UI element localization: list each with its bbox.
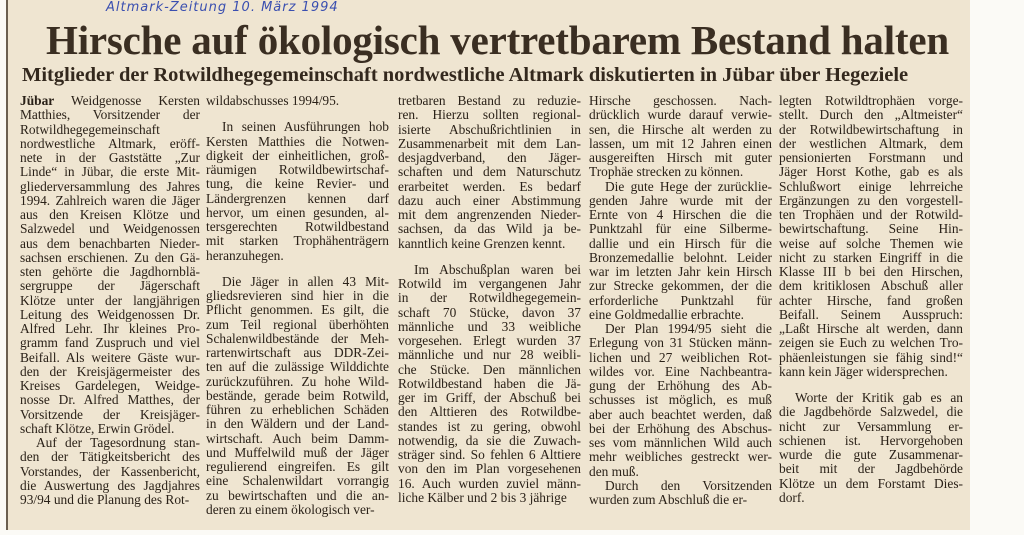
text-line: achter Hirsche, fand großen (779, 292, 963, 308)
text-line: den der Kreisjägermeister des (20, 363, 200, 379)
text-line (20, 94, 200, 108)
text-line: zeigen sie Euch zu welchen Tro- (779, 335, 963, 351)
text-line: tung, die keine Revier- und (206, 176, 389, 192)
text-line: Kersten Matthies die Notwen- (206, 133, 389, 149)
text-line: führen zu erheblichen Schäden (206, 402, 389, 417)
text-line: bei der Erhöhung des Abschus- (589, 420, 772, 436)
text-line: war im letzten Jahr kein Hirsch (589, 264, 772, 279)
text-line: ten Trophäen und der Rotwild- (779, 207, 963, 222)
text-line: stellt. Durch den „Altmeister“ (779, 107, 963, 123)
paragraph (589, 180, 772, 323)
text-line: räumigen Rotwildbewirtschaf- (206, 162, 389, 177)
text-line: vorgesehen. Erlegt wurden 37 (398, 333, 581, 348)
paragraph (589, 322, 772, 479)
article-column-3 (398, 94, 581, 505)
text-line: gliedsrevieren sind hier in die (206, 288, 389, 303)
text-line: Die Jäger in allen 43 Mit- (222, 273, 389, 289)
article-subheadline: Mitglieder der Rotwildhegegemeinschaft nordwestliche Altmark diskutierten in Jübar über Hegeziele (22, 64, 909, 86)
text-line: Beifall. Als weitere Gäste wur- (20, 349, 200, 365)
text-line: die Jagdbehörde Salzwedel, die (779, 404, 963, 420)
text-line: Bronzemedallie belohnt. Leider (589, 249, 772, 265)
text-line: „Laßt Hirsche alt werden, dann (779, 321, 963, 336)
text-line: den muß. (589, 463, 639, 479)
text-line: erforderliche Punktzahl für (589, 292, 772, 308)
text-line: schaft 70 Stücke, davon 37 (398, 304, 581, 320)
text-line: Beifall. Seinem Ausspruch: (779, 306, 963, 322)
text-line: ren. Hierzu sollten regional- (398, 107, 581, 123)
text-line: tretbaren Bestand zu reduzie- (398, 93, 581, 108)
article-column-2 (206, 94, 389, 517)
text-line: Auf der Tagesordnung stan- (36, 435, 200, 450)
text-line: in den Wäldern und der Land- (206, 416, 389, 432)
text-line: Jäger Horst Kothe, gab es als (779, 164, 963, 180)
text-line: Hirsche geschossen. Nach- (589, 93, 772, 108)
text-line: pensionierten Forstmann und (779, 150, 963, 165)
text-line: mehr weibliches gestreckt wer- (589, 449, 772, 465)
text-line: deren zu einem ökologisch ver- (206, 501, 375, 517)
text-line: Rotwildbestand haben die Jä- (398, 375, 581, 391)
text-line: und Muffelwild muß der Jäger (206, 444, 389, 460)
text-line: wildes vor. Eine Nachbeantra- (589, 363, 772, 379)
text-line: mit starken Trophähenträgern (206, 233, 389, 249)
text-line: liche Kälber und 2 bis 3 jährige (398, 489, 567, 505)
text-line: dallie und ein Hirsch für die (589, 235, 772, 251)
text-line: weise auf solche Themen wie (779, 235, 963, 251)
text-line: Punktzahl für eine Silberme- (589, 221, 772, 237)
text-line: ten auf die zulässige Wilddichte (206, 359, 389, 375)
text-line: Schlußwort einige lehrreiche (779, 178, 963, 194)
text-line: nordwestliche Altmark, eröff- (20, 135, 200, 151)
text-line: Trophäe strecken zu können. (589, 164, 744, 180)
text-line: der Rotwildbewirtschaftung in (779, 121, 963, 137)
text-line: dem kritiklosen Abschuß aller (779, 278, 963, 294)
text-line: männliche und 33 weibliche (398, 318, 581, 334)
text-line: standes ist zu gering, obwohl (398, 418, 581, 434)
text-line: sachsen, da das Wild ja be- (398, 221, 581, 237)
text-line: Erlegung von 31 Stücken männ- (589, 335, 772, 351)
handwritten-source-note: Altmark-Zeitung 10. März 1994 (106, 0, 339, 15)
text-line: sen, die Hirsche alt werden zu (589, 121, 772, 137)
paragraph (206, 94, 389, 108)
text-line: zurückzuführen. Zu hohe Wild- (206, 373, 389, 389)
text-line: Die gute Hege der zurücklie- (605, 178, 772, 194)
text-line: ses vom männlichen Wild auch (589, 435, 772, 450)
text-line: Ergänzungen zu den vorgestell- (779, 192, 963, 208)
article-column-5 (779, 94, 963, 505)
text-line: desjagdverband, den Jäger- (398, 150, 581, 165)
text-line: nete in der Gaststätte „Zur (20, 150, 200, 165)
text-line: 16. Auch wurden zuviel männ- (398, 475, 581, 491)
paragraph (589, 479, 772, 508)
text-line: mit dem angrenzenden Nieder- (398, 207, 581, 222)
text-line: in der Rotwildhegegemein- (398, 290, 581, 306)
text-line: gramm fand Zuspruch und viel (20, 335, 200, 351)
text-line: wurden zum Abschluß die er- (589, 492, 748, 507)
text-line: eine Goldmedallie erbrachte. (589, 306, 745, 322)
text-line: Linde“ in Jübar, die erste Mit- (20, 164, 200, 180)
text-line-rest: Weidgenosse Kersten (54, 93, 200, 108)
text-line: aber auch beachtet werden, daß (589, 406, 772, 422)
text-line: Kreises Gardelegen, Weidge- (20, 378, 200, 393)
text-line: von den im Plan vorgesehenen (398, 461, 581, 477)
text-line: digkeit der einheitlichen, groß- (206, 147, 389, 163)
text-line: Klasse III b bei den Hirschen, (779, 264, 963, 279)
text-line: zum Teil regional überhöhten (206, 316, 389, 332)
text-line: kanntlich keine Grenzen kennt. (398, 235, 566, 251)
text-line: Salzwedel und Weidgenossen (20, 221, 200, 237)
article-column-4 (589, 94, 772, 507)
text-line: eine Schalenwildart vorrangig (206, 473, 389, 489)
text-line: zur Strecke gekommen, der die (589, 278, 772, 294)
text-line: schusses ist möglich, es muß (589, 392, 772, 408)
text-line: beit mit der Jagdbehörde (779, 461, 963, 477)
text-line: nosse Dr. Alfred Matthes, der (20, 392, 200, 408)
paragraph (589, 94, 772, 180)
text-line: ausgereiften Hirsch mit guter (589, 150, 772, 165)
text-line: rartenwirtschaft aus DDR-Zei- (206, 345, 389, 360)
text-line: Vorstandes, der Kassenbericht, (20, 463, 200, 479)
text-line: Matthies, Vorsitzender der (20, 107, 200, 123)
text-line: 1994. Zahlreich waren die Jäger (20, 192, 200, 208)
text-line: dazu auch einer Abstimmung (398, 192, 581, 208)
text-line: Leitung des Weidgenossen Dr. (20, 306, 200, 322)
paragraph (779, 94, 963, 379)
text-line: wurde die gute Zusammenar- (779, 447, 963, 462)
text-line: Klötze un dem Forstamt Dies- (779, 475, 963, 491)
text-line: Rotwild im vergangenen Jahr (398, 276, 581, 291)
text-line: zu bewirtschaften und die an- (206, 487, 389, 503)
text-line: dorf. (779, 489, 805, 505)
text-line: wildabschusses 1994/95. (206, 93, 340, 108)
text-line: den der Tätigkeitsbericht des (20, 449, 200, 465)
text-line: schienen ist. Hervorgehoben (779, 432, 963, 448)
text-line: drücklich wurde darauf verwie- (589, 107, 772, 123)
text-line: Im Abschußplan waren bei (414, 261, 581, 277)
text-line: che Stücke. Den männlichen (398, 361, 581, 377)
text-line: nicht zu starken Eingriff in die (779, 249, 963, 265)
paragraph (206, 275, 389, 517)
text-line: legten Rotwildtrophäen vorge- (779, 93, 963, 108)
paragraph (398, 94, 581, 251)
article-column-1 (20, 94, 200, 507)
text-line: lichen und 27 weiblichen Rot- (589, 349, 772, 365)
text-line: Der Plan 1994/95 sieht die (605, 321, 772, 336)
text-line: heranzuhegen. (206, 247, 284, 263)
text-line: gliederversammlung des Jahres (20, 178, 200, 194)
paragraph (206, 120, 389, 263)
text-line: In seinen Ausführungen hob (222, 119, 389, 135)
text-line: 93/94 und die Planung des Rot- (20, 492, 190, 507)
text-line: bewirtschaftung. Seine Hin- (779, 221, 963, 237)
text-line: Worte der Kritik gab es an (795, 390, 963, 405)
text-line: isierte Abschußrichtlinien in (398, 121, 581, 137)
text-line: schaften und dem Naturschutz (398, 164, 581, 180)
paragraph (20, 436, 200, 507)
text-line: der westlichen Altmark, dem (779, 135, 963, 151)
newspaper-clipping (6, 0, 970, 530)
text-line: Pflicht genommen. Es gilt, die (206, 302, 389, 318)
text-line: gung der Erhöhung des Ab- (589, 378, 772, 393)
text-line: Ernte von 4 Hirschen die die (589, 207, 772, 222)
text-line: genden Jahre wurde mit der (589, 192, 772, 208)
text-line: Rotwildhegegemeinschaft (20, 121, 160, 137)
text-line: Zusammenarbeit mit dem Lan- (398, 135, 581, 151)
text-line: Klötze unter der langjährigen (20, 292, 200, 308)
text-line: hervor, um einen gesunden, al- (206, 204, 389, 220)
text-line: den Alttieren des Rotwildbe- (398, 404, 581, 420)
paragraph (779, 391, 963, 505)
text-line: regulierend eingreifen. Es gilt (206, 459, 389, 474)
text-line: wirtschaft. Auch beim Damm- (206, 430, 389, 446)
text-line: Ländergrenzen kennen darf (206, 190, 389, 206)
text-line: sträger sind. So fehlen 6 Alttiere (398, 447, 581, 462)
text-line: schaft Klötze, Erwin Grödel. (20, 420, 175, 436)
text-line: sergruppe der Jägerschaft (20, 278, 200, 294)
text-line: nicht zur Versammlung er- (779, 418, 963, 434)
text-line: sachsen erschienen. Zu den Gä- (20, 249, 200, 265)
paragraph (20, 94, 200, 436)
text-line: bestände, gerade beim Rotwild, (206, 387, 389, 403)
text-line: erarbeitet werden. Es bedarf (398, 178, 581, 194)
dateline: Jübar (20, 93, 55, 108)
text-line: Schalenwildbestände der Meh- (206, 330, 389, 346)
text-line: aus den Kreisen Klötze und (20, 207, 200, 222)
paragraph (398, 263, 581, 505)
text-line: ger im Griff, der Abschuß bei (398, 390, 581, 405)
text-line: aus dem benachbarten Nieder- (20, 235, 200, 251)
text-line: notwendig, da sie die Zuwach- (398, 432, 581, 448)
text-line: phäenleistungen sie fähig sind!“ (779, 349, 963, 365)
text-line: lassen, um mit 12 Jahren einen (589, 135, 772, 151)
text-line: kann kein Jäger widersprechen. (779, 363, 948, 379)
text-line: männliche und nur 28 weibli- (398, 347, 581, 363)
article-headline: Hirsche auf ökologisch vertretbarem Bestand halten (46, 17, 949, 63)
text-line: Vorsitzende der Kreisjäger- (20, 406, 200, 422)
text-line: Durch den Vorsitzenden (605, 477, 772, 493)
text-line: sten gehörte die Jagdhornblä- (20, 264, 200, 279)
text-line: Alfred Lehr. Ihr kleines Pro- (20, 321, 200, 336)
text-line: die Auswertung des Jagdjahres (20, 477, 200, 493)
text-line: tersgerechten Rotwildbestand (206, 219, 389, 234)
